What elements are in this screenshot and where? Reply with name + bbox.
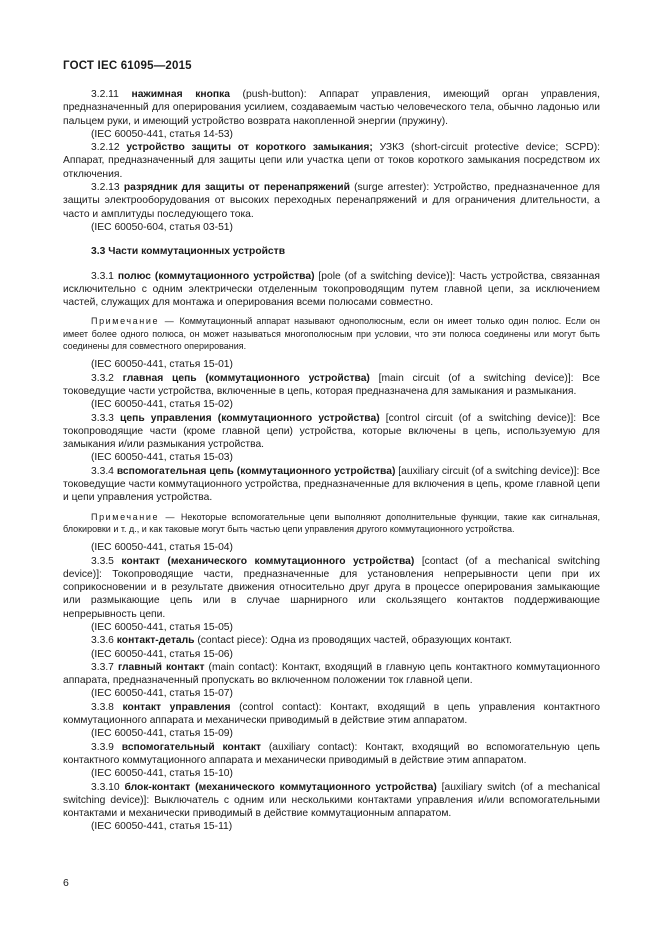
defined-term: вспомогательный контакт bbox=[121, 741, 262, 753]
defined-term: главный контакт bbox=[117, 661, 205, 673]
clause-number: 3.3.4 bbox=[91, 465, 114, 477]
note-paragraph bbox=[63, 315, 600, 352]
definition-text: [auxiliary switch (of a mechanical switching device)]: Выключатель с одним или несколькими контактами управления и/или вспомогательными контактами и механически приводимый в действие коммутационным аппаратом. bbox=[63, 781, 600, 820]
document-body bbox=[63, 88, 600, 834]
definition-paragraph bbox=[63, 270, 600, 310]
definition-text: (main contact): Контакт, входящий в главную цепь контактного коммутационного аппарата, предназначенный пропускать во включенном положении ток главной цепи. bbox=[63, 661, 600, 687]
definition-text: [auxiliary circuit (of a switching device)]: Все токоведущие части коммутационного устройства, предназначенные для включения в цепь, кроме главной цепи и цепи управления устройства. bbox=[63, 465, 600, 504]
clause-number: 3.2.13 bbox=[91, 182, 120, 194]
definition-text: [control circuit (of a switching device)]: Все токопроводящие части (кроме главной цепи) устройства, которые включены в цепь, используемую для замыкания и/или размыкания устройства. bbox=[63, 412, 600, 451]
section-heading bbox=[63, 245, 600, 258]
definition-text: (auxiliary contact): Контакт, входящий во вспомогательную цепь контактного коммутационного аппарата и механически приводимый в действие этим аппаратом. bbox=[63, 741, 601, 766]
clause-number: 3.3.10 bbox=[91, 781, 120, 793]
definition-paragraph bbox=[63, 555, 600, 621]
section-title: Части коммутационных устройств bbox=[108, 246, 286, 258]
defined-term: разрядник для защиты от перенапряжений bbox=[123, 182, 350, 194]
clause-number: 3.3.7 bbox=[91, 661, 114, 673]
definition-text: (surge arrester): Устройство, предназначенное для защиты электрооборудования от высоких переходных перенапряжений и для ограничения длительности, а часто и амплитуды последующего тока. bbox=[63, 182, 600, 220]
clause-number: 3.3.2 bbox=[91, 372, 114, 384]
defined-term: устройство защиты от короткого замыкания; bbox=[126, 142, 373, 154]
source-reference: (IEC 60050-441, статья 15-10) bbox=[91, 768, 233, 780]
source-reference: (IEC 60050-441, статья 15-01) bbox=[91, 359, 233, 371]
note-label: Примечание — bbox=[91, 316, 176, 327]
note-label: Примечание — bbox=[91, 511, 177, 522]
defined-term: вспомогательная цепь (коммутационного устройства) bbox=[116, 465, 396, 477]
note-paragraph bbox=[63, 511, 600, 536]
source-reference: (IEC 60050-441, статья 15-07) bbox=[91, 688, 233, 700]
definition-paragraph bbox=[63, 465, 600, 505]
definition-text: УЗКЗ (short-circuit protective device; SCPD): Аппарат, предназначенный для защиты цепи или участка цепи от токов короткого замыкания посредством их отключения. bbox=[63, 142, 600, 180]
definition-paragraph bbox=[63, 634, 600, 647]
defined-term: контакт-деталь bbox=[116, 635, 195, 647]
source-reference: (IEC 60050-441, статья 15-05) bbox=[91, 621, 233, 633]
definition-text: (contact piece): Одна из проводящих частей, образующих контакт. bbox=[194, 635, 512, 647]
clause-number: 3.3.6 bbox=[91, 635, 114, 647]
definition-paragraph bbox=[63, 141, 600, 181]
source-reference: (IEC 60050-441, статья 15-06) bbox=[91, 648, 233, 660]
clause-number: 3.3.5 bbox=[91, 555, 114, 567]
document-header: ГОСТ IEC 61095—2015 bbox=[63, 60, 192, 72]
definition-paragraph bbox=[63, 372, 600, 399]
defined-term: контакт управления bbox=[122, 701, 231, 713]
definition-paragraph bbox=[63, 88, 600, 128]
definition-paragraph bbox=[63, 412, 600, 452]
source-reference: (IEC 60050-441, статья 15-02) bbox=[91, 399, 233, 411]
definition-text: [contact (of a mechanical switching device)]: Токопроводящие части, предназначенные для установления непрерывности цепи при их соприкосновении и в результате движения относительно друг друга в процессе оперирования замыкающие или размыкающие цепь или в случае шарнирного или скользящего контактов поддерживающие непрерывность цепи. bbox=[63, 555, 600, 620]
source-reference: (IEC 60050-441, статья 15-04) bbox=[91, 542, 233, 554]
source-reference: (IEC 60050-604, статья 03-51) bbox=[91, 221, 233, 233]
source-reference: (IEC 60050-441, статья 15-11) bbox=[91, 821, 233, 833]
section-number: 3.3 bbox=[91, 246, 106, 258]
clause-number: 3.2.12 bbox=[91, 142, 120, 154]
definition-text: [main circuit (of a switching device)]: Все токоведущие части устройства, включенные в цепь, которая предназначена для замыкания и размыкания. bbox=[63, 372, 600, 397]
defined-term: главная цепь (коммутационного устройства) bbox=[122, 372, 370, 384]
defined-term: цепь управления (коммутационного устройства) bbox=[120, 412, 380, 424]
clause-number: 3.2.11 bbox=[91, 89, 119, 100]
defined-term: нажимная кнопка bbox=[131, 89, 230, 100]
definition-paragraph bbox=[63, 181, 600, 221]
clause-number: 3.3.8 bbox=[91, 701, 114, 713]
definition-paragraph bbox=[63, 701, 600, 728]
source-reference: (IEC 60050-441, статья 15-09) bbox=[91, 728, 233, 740]
definition-text: (push-button): Аппарат управления, имеющий орган управления, предназначенный для оперирования усилием, создаваемым частью человеческого тела, обычно ладонью или пальцем руки, и имеющий устройство возврата накопленной энергии (пружину). bbox=[63, 89, 600, 127]
definition-text: (control contact): Контакт, входящий в цепь управления контактного коммутационного аппарата и механически приводимый в действие этим аппаратом. bbox=[63, 701, 600, 727]
defined-term: контакт (механического коммутационного устройства) bbox=[121, 555, 415, 567]
definition-paragraph bbox=[63, 661, 600, 688]
definition-paragraph bbox=[63, 781, 600, 821]
source-reference: (IEC 60050-441, статья 14-53) bbox=[91, 128, 233, 140]
defined-term: полюс (коммутационного устройства) bbox=[117, 270, 315, 282]
defined-term: блок-контакт (механического коммутационного устройства) bbox=[124, 781, 437, 793]
clause-number: 3.3.1 bbox=[91, 270, 114, 282]
definition-paragraph bbox=[63, 741, 600, 768]
clause-number: 3.3.9 bbox=[91, 741, 114, 753]
note-text: Коммутационный аппарат называют однополюсным, если он имеет только один полюс. Если он имеет более одного полюса, он может называться многополюсным при условии, что эти полюса соединены или могут быть соединены для совместного оперирования. bbox=[63, 316, 601, 352]
clause-number: 3.3.3 bbox=[91, 412, 114, 424]
source-reference: (IEC 60050-441, статья 15-03) bbox=[91, 452, 233, 464]
note-text: Некоторые вспомогательные цепи выполняют дополнительные функции, такие как сигнальная, блокировки и т. д., и как таковые могут быть частью цепи управления другого коммутационного устройства. bbox=[63, 511, 601, 534]
definition-text: [pole (of a switching device)]: Часть устройства, связанная исключительно с одним электрически отделенным токопроводящим путем главной цепи, за исключением частей, служащих для монтажа и оперирования всеми полюсами совместно. bbox=[63, 270, 600, 309]
page-number: 6 bbox=[63, 877, 69, 889]
